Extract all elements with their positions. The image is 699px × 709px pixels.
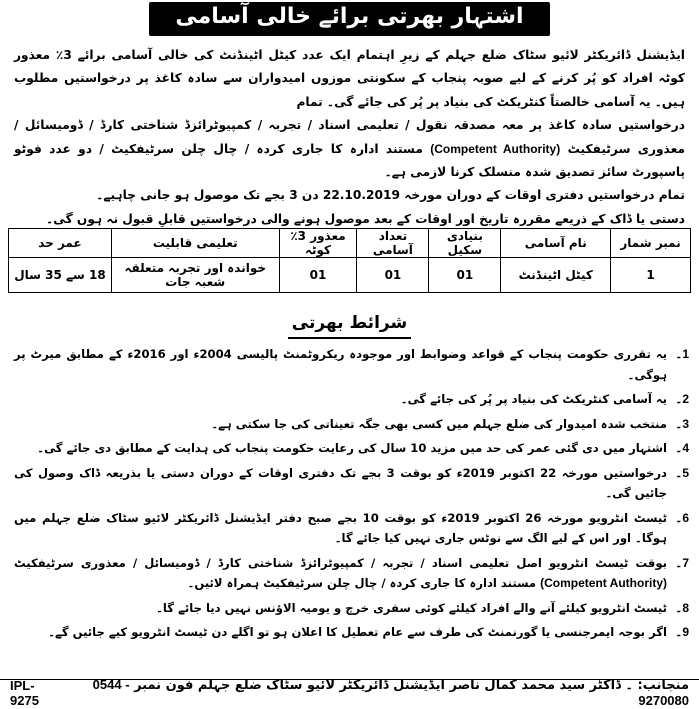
header-age-limit: عمر حد xyxy=(9,229,112,258)
header-serial: نمبر شمار xyxy=(611,229,691,258)
condition-text: ٹیسٹ انٹرویو کیلئے آنے والے افراد کیلئے کوئی سفری خرچ و یومیہ الاؤنس نہیں دیا جائے گا۔ xyxy=(156,600,667,615)
cell-serial: 1 xyxy=(611,258,691,293)
cell-post-count: 01 xyxy=(357,258,429,293)
condition-text: یہ تقرری حکومت پنجاب کے قواعد وضوابط اور موجودہ ریکروٹمنٹ پالیسی 2004ء اور 2016ء کے مطابق میرٹ پر ہوگی۔ xyxy=(14,347,668,382)
header-post-count: تعداد آسامی xyxy=(357,229,429,258)
cell-age-limit: 18 سے 35 سال xyxy=(9,258,112,293)
cell-post-name: کیٹل اٹینڈنٹ xyxy=(501,258,611,293)
condition-number: 2۔ xyxy=(675,392,689,406)
condition-item xyxy=(14,414,689,435)
table-header-row xyxy=(9,229,691,258)
issuer-address xyxy=(62,677,689,709)
condition-item xyxy=(14,508,689,549)
table-row xyxy=(9,258,691,293)
condition-item xyxy=(14,463,689,504)
issuer-text: منجانب: ۔ ڈاکٹر سید محمد کمال ناصر ایڈیشنل ڈائریکٹر لائیو سٹاک ضلع جہلم فون نمبر xyxy=(134,678,689,693)
competent-authority-text: (Competent Authority) xyxy=(540,576,667,590)
footer xyxy=(10,677,689,708)
condition-text: یہ آسامی کنٹریکٹ کی بنیاد پر پُر کی جائے گی۔ xyxy=(400,392,667,406)
intro-text-2b: مستند ادارہ کا جاری کردہ / چال چلن سرٹیفکیٹ / دو عدد فوٹو پاسپورٹ سائز تصدیق شدہ منسلک کرنا لازمی ہے۔ xyxy=(14,141,685,180)
conditions-heading-wrap xyxy=(0,310,699,339)
cell-qualification: خواندہ اور تجربہ متعلقہ شعبہ جات xyxy=(111,258,279,293)
header-post-name: نام آسامی xyxy=(501,229,611,258)
condition-text: ٹیسٹ انٹرویو مورخہ 26 اکتوبر 2019ء کو بوقت 10 بجے صبح دفتر ایڈیشنل ڈائریکٹر لائیو سٹاک ضلع جہلم میں ہوگا۔ اور اس کے لیے الگ سے نوٹس جاری نہیں کیا جائے گا۔ xyxy=(14,510,667,545)
condition-number: 6۔ xyxy=(675,510,689,525)
condition-number: 7۔ xyxy=(675,555,689,570)
intro-paragraph-1 xyxy=(14,44,685,114)
intro-section xyxy=(14,44,685,231)
condition-number: 3۔ xyxy=(675,416,689,431)
cell-disabled-quota: 01 xyxy=(279,258,357,293)
condition-item xyxy=(14,553,689,594)
posts-table xyxy=(8,228,691,293)
cell-basic-scale: 01 xyxy=(429,258,501,293)
title-bar xyxy=(0,2,699,36)
condition-text: درخواستیں مورخہ 22 اکتوبر 2019ء کو بوقت 3 بجے تک دفتری اوقات کے دوران دستی یا بذریعہ ڈاک وصول کی جائیں گی۔ xyxy=(14,465,667,500)
condition-number: 8۔ xyxy=(675,600,689,615)
intro-text-1: ایڈیشنل ڈائریکٹر لائیو سٹاک ضلع جہلم کے زیرِ اہتمام ایک عدد کیٹل اٹینڈنٹ کی خالی آسامی برائے 3٪ معذور کوٹہ افراد کو پُر کرنے کے لیے صوبہ پنجاب کے سکونتی موزوں امیدواران سے سادہ کاغذ پر درخواستیں مطلوب ہیں۔ یہ آسامی خالصتاً کنٹریکٹ کی بنیاد پر پُر کی جائے گی۔ تمام xyxy=(14,48,685,109)
condition-text: منتخب شدہ امیدوار کی ضلع جہلم میں کسی بھی جگہ تعیناتی کی جا سکتی ہے۔ xyxy=(211,416,667,431)
header-basic-scale: بنیادی سکیل xyxy=(429,229,501,258)
condition-item xyxy=(14,598,689,619)
condition-text xyxy=(14,553,667,594)
header-qualification: تعلیمی قابلیت xyxy=(111,229,279,258)
condition-7-text-a: بوقت ٹیسٹ انٹرویو اصل تعلیمی اسناد / تجربہ / کمپیوٹرائزڈ شناختی کارڈ / ڈومیسائل / معذوری سرٹیفکیٹ xyxy=(14,555,667,570)
condition-number: 1۔ xyxy=(675,347,689,361)
intro-text-3: تمام درخواستیں دفتری اوقات کے دوران مورخہ 22.10.2019 دن 3 بجے تک موصول ہو جانی چاہیے۔ xyxy=(96,188,685,203)
condition-number: 5۔ xyxy=(675,465,689,480)
condition-text: اگر بوجہ ایمرجنسی یا گورنمنٹ کی طرف سے عام تعطیل کا اعلان ہو تو اگلے دن ٹیسٹ انٹرویو کیے جائیں گے۔ xyxy=(48,625,667,639)
condition-7-text-b: مستند ادارہ کا جاری کردہ / چال چلن سرٹیفکیٹ ہمراہ لائیں۔ xyxy=(187,576,537,590)
page-title: اشتہار بھرتی برائے خالی آسامی xyxy=(149,2,549,36)
conditions-heading: شرائط بھرتی xyxy=(288,310,411,339)
ipl-number: IPL-9275 xyxy=(10,678,39,708)
intro-paragraph-3 xyxy=(14,184,685,207)
conditions-list xyxy=(14,344,689,647)
phone-number: 0544 - 9270080 xyxy=(92,677,689,708)
header-disabled-quota: معذور 3٪ کوٹہ xyxy=(279,229,357,258)
condition-text: اشتہار میں دی گئی عمر کی حد میں مزید 10 سال کی رعایت حکومت پنجاب کی ہدایت کے مطابق دی جائے گی۔ xyxy=(37,441,667,455)
intro-text-4: دستی یا ڈاک کے ذریعے مقررہ تاریخ اور اوقات کے بعد موصول ہونے والی درخواستیں قابلِ قبول نہ ہوں گی۔ xyxy=(46,211,685,226)
competent-authority-text: (Competent Authority) xyxy=(430,141,561,156)
intro-paragraph-2 xyxy=(14,114,685,184)
condition-item xyxy=(14,344,689,385)
intro-text-2a: درخواستیں سادہ کاغذ پر معہ مصدقہ نقول / تعلیمی اسناد / تجربہ / کمپیوٹرائزڈ شناختی کارڈ / ڈومیسائل / معذوری سرٹیفکیٹ xyxy=(14,118,686,156)
condition-item xyxy=(14,389,689,410)
condition-number: 9۔ xyxy=(675,625,689,639)
condition-number: 4۔ xyxy=(675,441,689,455)
condition-item xyxy=(14,438,689,459)
condition-item xyxy=(14,622,689,643)
